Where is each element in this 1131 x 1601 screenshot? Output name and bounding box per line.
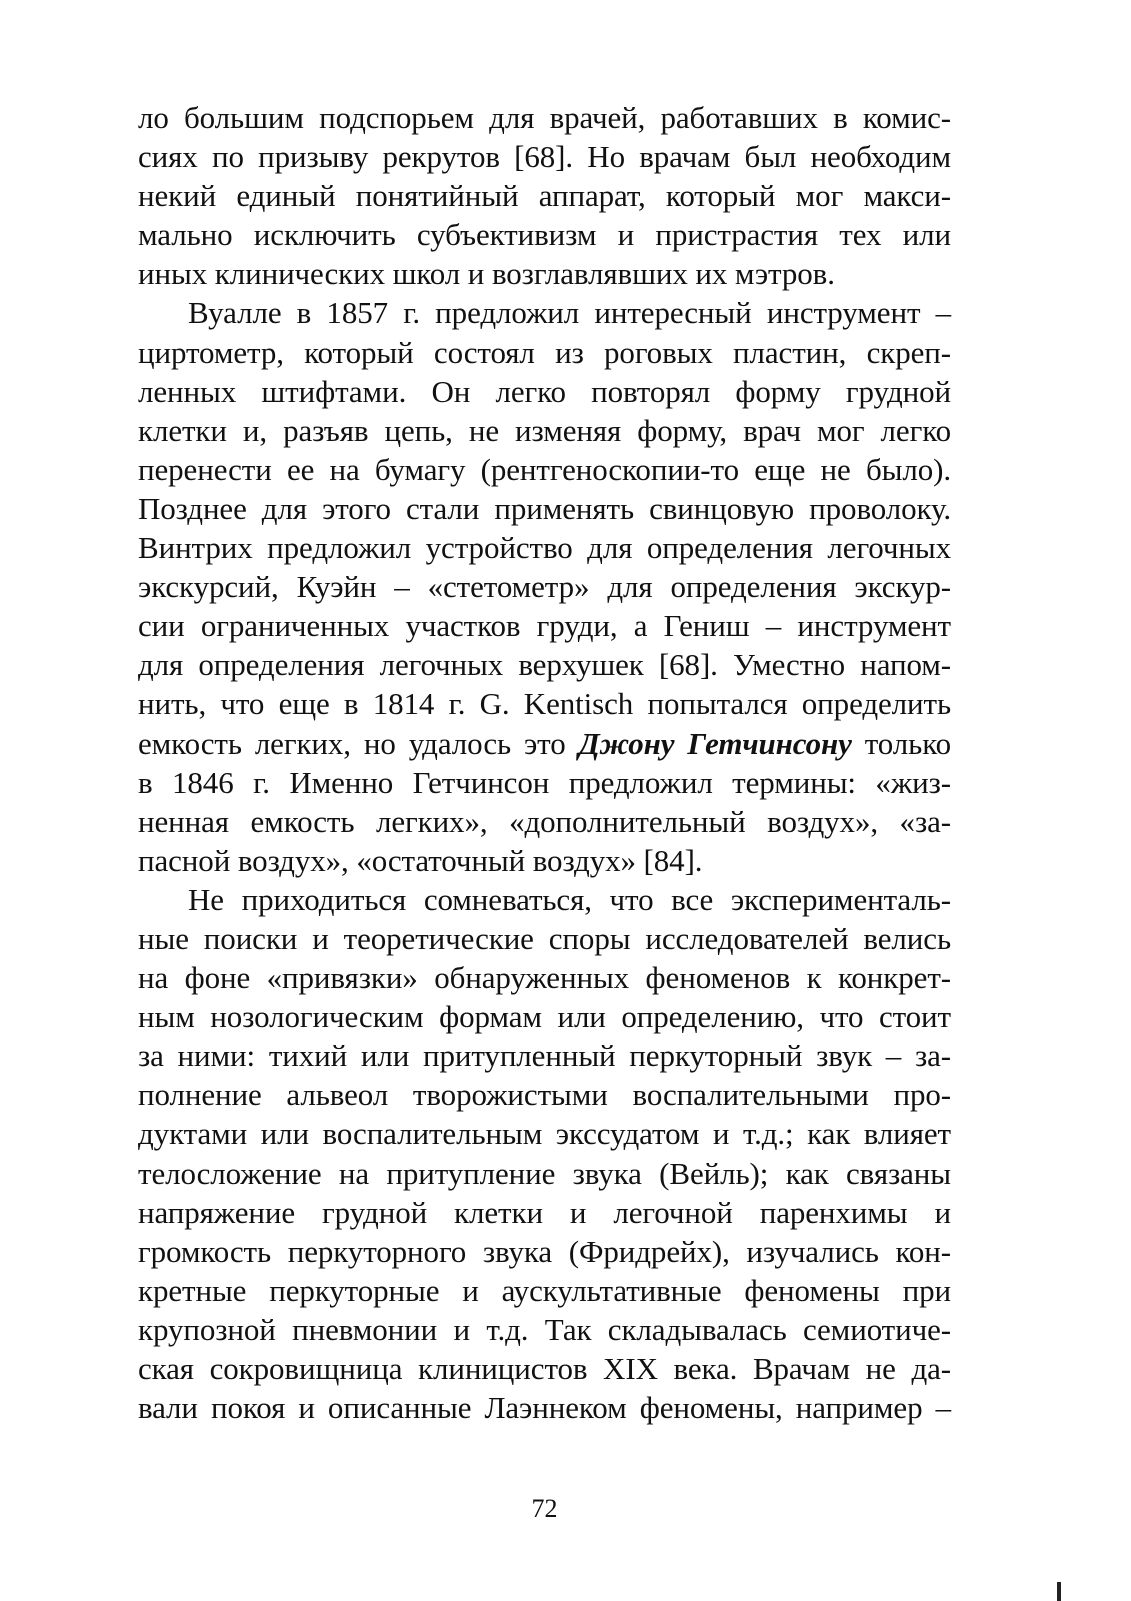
text-line: клетки и, разъяв цепь, не изменяя форму, врач мог легко [138, 412, 951, 448]
text-line: дуктами или воспалительным экссудатом и т.д.; как влияет [138, 1116, 951, 1152]
paragraph-1 [138, 98, 951, 293]
person-name: Джону Гетчинсону [578, 725, 852, 761]
text-line: полнение альвеол творожистыми воспалительными про- [138, 1077, 951, 1113]
text-line: для определения легочных верхушек [68]. Уместно напом- [138, 647, 951, 683]
text-line: Не приходиться сомневаться, что все эксперименталь- [188, 881, 951, 917]
text-line: сии ограниченных участков груди, а Гениш – инструмент [138, 608, 951, 644]
text-line: громкость перкуторного звука (Фридрейх), изучались кон- [138, 1233, 951, 1269]
paragraph-3 [138, 880, 951, 1427]
text-line: за ними: тихий или притупленный перкуторный звук – за- [138, 1038, 951, 1074]
paragraph-2 [138, 293, 951, 879]
text-line: телосложение на притупление звука (Вейль); как связаны [138, 1155, 951, 1191]
text-line: ным нозологическим формам или определению, что стоит [138, 999, 951, 1035]
text-line: циртометр, который состоял из роговых пластин, скреп- [138, 334, 951, 370]
text-line: экскурсий, Куэйн – «стетометр» для определения экскур- [138, 569, 951, 605]
text-line: напряжение грудной клетки и легочной паренхимы и [138, 1194, 951, 1230]
text-line: ненная емкость легких», «дополнительный воздух», «за- [138, 803, 951, 839]
text-line: крупозной пневмонии и т.д. Так складывалась семиотиче- [138, 1311, 951, 1347]
scan-edge-mark [1057, 1582, 1061, 1601]
text-line: в 1846 г. Именно Гетчинсон предложил термины: «жиз- [138, 764, 951, 800]
text-line: нить, что еще в 1814 г. G. Kentisch попытался определить [138, 686, 951, 722]
text-line-with-name [138, 724, 951, 763]
text-segment: только [851, 725, 951, 761]
text-line: некий единый понятийный аппарат, который мог макси- [138, 178, 951, 214]
text-line: ленных штифтами. Он легко повторял форму грудной [138, 373, 951, 409]
text-line: ло большим подспорьем для врачей, работавших в комис- [138, 100, 951, 135]
text-line: вали покоя и описанные Лаэннеком феномены, например – [138, 1390, 951, 1426]
text-segment: емкость легких, но удалось это [138, 725, 579, 761]
text-line: кретные перкуторные и аускультативные феномены при [138, 1272, 951, 1308]
text-line: Винтрих предложил устройство для определения легочных [138, 530, 951, 566]
page-number: 72 [531, 1494, 558, 1523]
page-body [138, 98, 951, 1427]
text-line: сиях по призыву рекрутов [68]. Но врачам был необходим [138, 139, 951, 175]
text-line: на фоне «привязки» обнаруженных феноменов к конкрет- [138, 960, 951, 996]
text-line: иных клинических школ и возглавлявших их мэтров. [138, 256, 835, 292]
text-line: перенести ее на бумагу (рентгеноскопии-то еще не было). [138, 451, 951, 487]
text-line: Позднее для этого стали применять свинцовую проволоку. [138, 490, 951, 526]
text-line: Вуалле в 1857 г. предложил интересный инструмент – [188, 295, 951, 331]
text-line: пасной воздух», «остаточный воздух» [84]. [138, 842, 703, 878]
text-line: мально исключить субъективизм и пристрастия тех или [138, 217, 951, 253]
text-line: ская сокровищница клиницистов XIX века. Врачам не да- [138, 1351, 951, 1386]
text-line: ные поиски и теоретические споры исследователей велись [138, 920, 951, 956]
